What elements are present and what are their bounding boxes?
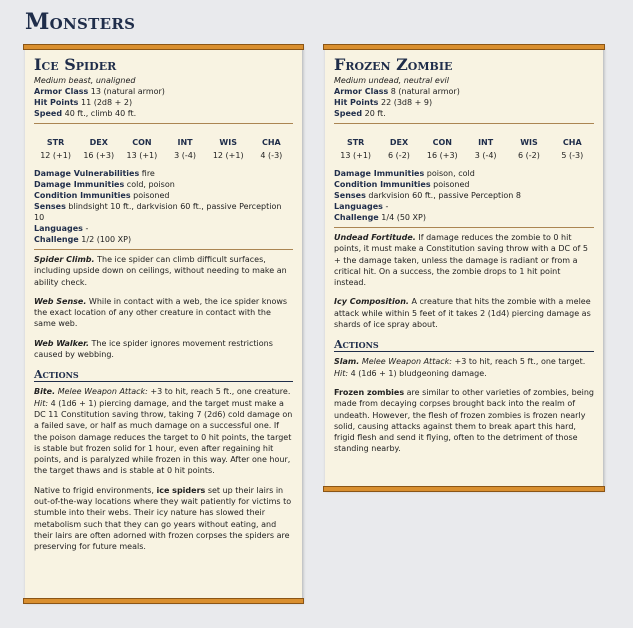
hit-points: Hit Points 11 (2d8 + 2) <box>34 98 133 107</box>
divider <box>334 227 594 228</box>
speed: Speed 20 ft. <box>334 109 386 118</box>
actions-heading: Actions <box>334 338 594 352</box>
ability-int: INT 3 (-4) <box>474 138 497 160</box>
senses: Senses darkvision 60 ft., passive Perception 8 <box>334 191 521 200</box>
divider <box>34 123 293 124</box>
ability-wis: WIS 12 (+1) <box>212 138 244 160</box>
hit-points: Hit Points 22 (3d8 + 9) <box>334 98 433 107</box>
action-slam: Slam. Melee Weapon Attack: +3 to hit, reach 5 ft., one target. Hit: 4 (1d6 + 1) bludgeoning damage. <box>334 357 586 378</box>
ability-con: CON 16 (+3) <box>426 138 458 160</box>
block-bottom-bar <box>323 486 605 492</box>
block-bottom-bar <box>23 598 304 604</box>
challenge: Challenge 1/2 (100 XP) <box>34 235 132 244</box>
damage-vulnerabilities: Damage Vulnerabilities fire <box>34 169 155 178</box>
monster-subtitle: Medium beast, unaligned <box>34 76 136 85</box>
ability-scores <box>34 138 293 164</box>
ability-dex: DEX 16 (+3) <box>83 138 115 160</box>
condition-immunities: Condition Immunities poisoned <box>34 191 170 200</box>
actions-heading: Actions <box>34 368 293 382</box>
trait-undead-fortitude: Undead Fortitude. If damage reduces the zombie to 0 hit points, it must make a Constitution saving throw with a DC of 5 + the damage taken, unless the damage is radiant or from a critical hit. On a success, the zombie drops to 1 hit point instead. <box>334 233 588 288</box>
speed: Speed 40 ft., climb 40 ft. <box>34 109 137 118</box>
trait-web-walker: Web Walker. The ice spider ignores movement restrictions caused by webbing. <box>34 338 273 360</box>
stat-block-ice-spider <box>25 46 302 602</box>
block-top-bar <box>323 44 605 50</box>
condition-immunities: Condition Immunities poisoned <box>334 180 470 189</box>
page-title: Monsters <box>25 9 136 35</box>
monster-subtitle: Medium undead, neutral evil <box>334 76 449 85</box>
challenge: Challenge 1/4 (50 XP) <box>334 213 426 222</box>
monster-name: Frozen Zombie <box>334 55 453 74</box>
languages: Languages - <box>334 202 389 211</box>
damage-immunities: Damage Immunities cold, poison <box>34 180 175 189</box>
ability-cha: CHA 4 (-3) <box>260 138 283 160</box>
armor-class: Armor Class 13 (natural armor) <box>34 87 165 96</box>
divider <box>334 123 594 124</box>
trait-spider-climb: Spider Climb. The ice spider can climb difficult surfaces, including upside down on ceilings, without needing to make an ability check. <box>34 255 287 287</box>
damage-immunities: Damage Immunities poison, cold <box>334 169 475 178</box>
ability-cha: CHA 5 (-3) <box>561 138 584 160</box>
block-top-bar <box>23 44 304 50</box>
ability-str: STR 12 (+1) <box>40 138 71 160</box>
trait-web-sense: Web Sense. While in contact with a web, the ice spider knows the exact location of any other creature in contact with the same web. <box>34 296 288 329</box>
languages: Languages - <box>34 224 89 233</box>
action-bite: Bite. Melee Weapon Attack: +3 to hit, reach 5 ft., one creature. Hit: 4 (1d6 + 1) piercing damage, and the target must make a DC 11 Constitution saving throw, taking 7 (2d6) cold damage on a failed save, or half as much damage on a successful one. If the poison damage reduces the target to 0 hit points, the target is stable but frozen solid for 1 hour, even after regaining hit points, and is paralyzed while frozen in this way. After one hour, the target thaws and is stable at 0 hit points. <box>34 387 293 476</box>
ability-int: INT 3 (-4) <box>174 138 196 160</box>
trait-icy-composition: Icy Composition. A creature that hits the zombie with a melee attack while within 5 feet of it takes 2 (1d4) piercing damage as shards of ice spray about. <box>334 297 591 330</box>
monster-name: Ice Spider <box>34 55 117 74</box>
ability-str: STR 13 (+1) <box>340 138 372 160</box>
divider <box>34 249 293 250</box>
lore-paragraph: Frozen zombies are similar to other varieties of zombies, being made from decaying corpses brought back into the realm of undeath. However, the flesh of frozen zombies is frozen nearly solid, causing attacks against them to break apart this hard, frigid flesh and send it flying, often to the detriment of those standing nearby. <box>334 387 594 454</box>
ability-scores <box>334 138 594 164</box>
ability-dex: DEX 6 (-2) <box>388 138 410 160</box>
lore-paragraph: Native to frigid environments, ice spiders set up their lairs in out-of-the-way locations where they wait patiently for victims to stumble into their webs. Their icy nature has slowed their metabolism such that they can go years without eating, and their lairs are often adorned with frozen corpses the spiders are preserving for future meals. <box>34 485 292 552</box>
armor-class: Armor Class 8 (natural armor) <box>334 87 460 96</box>
ability-con: CON 13 (+1) <box>126 138 158 160</box>
senses: Senses blindsight 10 ft., darkvision 60 ft., passive Perception 10 <box>34 202 282 222</box>
stat-block-frozen-zombie <box>325 46 603 490</box>
ability-wis: WIS 6 (-2) <box>518 138 540 160</box>
